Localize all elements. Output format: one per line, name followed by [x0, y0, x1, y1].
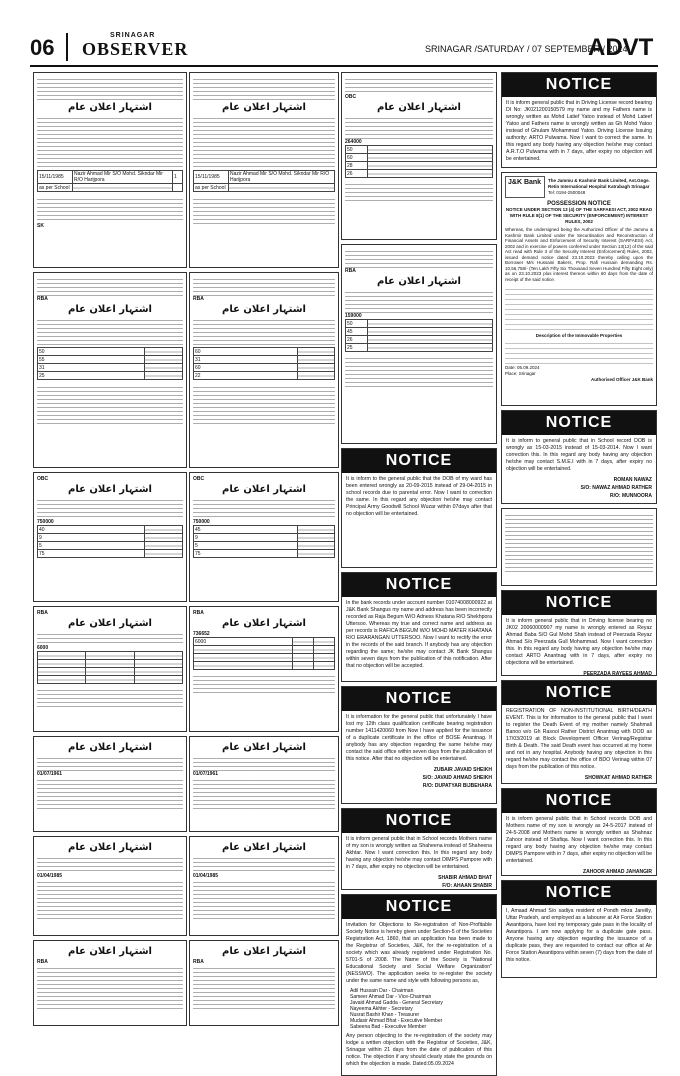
notice-box	[501, 590, 657, 676]
tag: OBC	[37, 476, 49, 482]
urdu-ad	[33, 940, 187, 1026]
property-heading: Description of the Immovable Properties	[535, 333, 623, 338]
table-cell: as per School	[38, 184, 73, 192]
bank-notice-title: POSSESSION NOTICE	[547, 201, 611, 207]
urdu-ad	[33, 606, 187, 732]
notice-body: Invitation for Objections to Re-registration of Non-Profitable Society Notice is hereby given under Section-5 of the Societies Registration Act, 1860, that an application has been made to the Registrar of Societies, J&K, for the re-registration of a society which was already registered under Registration No. 5701-S of 2008. The Name of the Society is "National Educational Society and Social Welfare Organization" (NESSWO). The application seeks to re-register the society under the same name and style with following persons as,	[346, 922, 492, 984]
notice-signature	[502, 166, 656, 168]
urdu-ad	[189, 606, 339, 732]
masthead-logo: OBSERVER	[82, 39, 189, 59]
amount: 6000	[37, 645, 49, 651]
notice-signature: ZUBAIR JAVAID SHEIKH	[433, 767, 492, 773]
urdu-ad	[33, 72, 187, 268]
urdu-heading: اشتہار اعلان عام	[377, 102, 461, 113]
table-cell: 55	[38, 356, 145, 364]
tag: OBC	[345, 94, 357, 100]
urdu-heading: اشتہار اعلان عام	[68, 742, 152, 753]
urdu-ad	[189, 72, 339, 268]
detail-table	[37, 651, 183, 684]
notice-signature	[502, 782, 656, 784]
urdu-heading: اشتہار اعلان عام	[68, 618, 152, 629]
member-list: Adil Hussain Dar - Chairman Sameer Ahmad Dar - Vice-Chairman Javaid Ahmad Gadda - General Secretary Nayeema Akhter - Secretary Nusrat Bashir Khan - Treasurer Mudasir Ahmad Bhat - Executive Member Sabeena Bad - Executive Member	[350, 988, 443, 1030]
tag: RBA	[193, 610, 204, 616]
urdu-heading: اشتہار اعلان عام	[377, 276, 461, 287]
notice-title: NOTICE	[342, 809, 496, 833]
notice-body: Any person objecting to the re-registration of the society may lodge a written objection with the Registrar of Societies, J&K, Srinagar within 21 days from the date of publication of this notice. The objection if any should clearly state the grounds on which the objection is made. Dated:05.09.2024	[346, 1033, 492, 1067]
notice-body: It is inform general public that in Driving license bearing no JK02 20060000907 my name is wrongly entered as Reyaz Ahmad Baba S/O Gul Mohd Shah instead of Peerzada Reyaz Ahmad S/o Peerzada Gull Mohammad. Now I want correction this. In this regard any body having any objection he/she may contact ARTO Anantnag with in 7 days, after expiry no objections will be entertained.	[506, 618, 652, 666]
table-cell: 31	[38, 364, 145, 372]
urdu-ad	[33, 736, 187, 832]
notice-date: Date: 05.09.2024	[505, 365, 540, 370]
urdu-text-block	[37, 76, 183, 100]
detail-table: 60 31 60 22	[193, 347, 335, 380]
tag: OBC	[193, 476, 205, 482]
table-cell: 15/11/1985	[38, 171, 73, 184]
notice-title: NOTICE	[502, 411, 656, 435]
urdu-ad	[341, 244, 497, 444]
bank-logo: J&K Bank	[505, 176, 545, 198]
detail-table: 15/11/1985 Nazir Ahmad Mir S/O Mohd. Sikndar Mir R/O Harijpora as per School	[193, 170, 335, 192]
urdu-text-block	[37, 196, 183, 220]
urdu-heading: اشتہار اعلان عام	[222, 946, 306, 957]
urdu-heading: اشتہار اعلان عام	[68, 842, 152, 853]
date: 01/04/1985	[193, 873, 219, 879]
column-4	[500, 70, 658, 1044]
urdu-heading: اشتہار اعلان عام	[222, 618, 306, 629]
notice-place: Place: Srinagar	[505, 371, 536, 376]
table-cell: 50	[38, 348, 145, 356]
urdu-heading: اشتہار اعلان عام	[222, 304, 306, 315]
detail-table: 50 45 26 25	[345, 319, 493, 352]
notice-signature: SHOWKAT AHMAD RATHER	[584, 775, 652, 781]
notice-body: In the bank records under account number 01074008000922 at J&K Bank Shangus my name and address has been incorrectly recorded as Raja Begum W/O Adness Khatana R/O Shekhpora Uttersoo. Whereas my true and correct name and address as per records is RAFICA BEGUM W/O MOHD MATER KHATANA R/O ERARANGAN UTTERSOO. Now I want to rectify the error in the records of the said branch. If anybody has any objection regarding the same; he/she may contact JK Bank Shangus within seven days from the publication of this notification. After that no objection will be accepted.	[346, 600, 492, 669]
notice-signature: S/O: NAWAZ AHMAD RATHER	[580, 485, 652, 491]
notice-title: NOTICE	[342, 687, 496, 711]
table-cell: Nazir Ahmad Mir S/O Mohd. Sikndar Mir R/O Harijpora	[73, 171, 173, 184]
column-2	[188, 70, 340, 1044]
tag: SK	[37, 223, 44, 229]
tag: RBA	[193, 959, 204, 965]
urdu-heading: اشتہار اعلان عام	[68, 946, 152, 957]
bank-notice-subtitle: NOTICE UNDER SECTION 13 (4) OF THE SARFAESI ACT, 2002 READ WITH RULE 8(1) OF THE SECURITY (ENFORCEMENT) INTEREST RULES, 2002	[505, 207, 653, 224]
urdu-ad	[189, 272, 339, 468]
bank-notice	[501, 172, 657, 406]
urdu-ad	[189, 940, 339, 1026]
detail-table: 45 9 5 75	[193, 525, 335, 558]
date: 01/07/1961	[37, 771, 63, 777]
notice-signature: ZAHOOR AHMAD JAHANGIR	[583, 869, 652, 875]
detail-table: 6000	[193, 637, 335, 670]
notice-box	[501, 410, 657, 504]
page-number: 06	[30, 35, 55, 60]
urdu-heading: اشتہار اعلان عام	[222, 742, 306, 753]
notice-box	[341, 894, 497, 1076]
column-3	[340, 70, 498, 1067]
urdu-ad	[501, 508, 657, 586]
detail-table: 15/11/1985 Nazir Ahmad Mir S/O Mohd. Sikndar Mir R/O Harijpora 1 as per School	[37, 170, 183, 192]
header-divider	[66, 33, 68, 61]
urdu-heading: اشتہار اعلان عام	[222, 842, 306, 853]
notice-box	[501, 788, 657, 876]
date: 01/04/1985	[37, 873, 63, 879]
urdu-text-block	[37, 115, 183, 167]
notice-signature: ROMAN NAWAZ	[613, 477, 652, 483]
tag: RBA	[193, 296, 204, 302]
notice-title: NOTICE	[502, 681, 656, 705]
tag: RBA	[37, 959, 48, 965]
urdu-heading: اشتہار اعلان عام	[222, 484, 306, 495]
column-1	[32, 70, 188, 1044]
detail-table: 50 60 28 26	[345, 145, 493, 178]
tag: RBA	[345, 268, 356, 274]
urdu-ad	[189, 736, 339, 832]
amount: 736652	[193, 631, 210, 637]
tag: RBA	[37, 610, 48, 616]
notice-box	[501, 880, 657, 978]
urdu-heading: اشتہار اعلان عام	[222, 102, 306, 113]
notice-title: NOTICE	[342, 895, 496, 919]
detail-table: 40 9 5 75	[37, 525, 183, 558]
notice-signature: PEERZADA RAYEES AHMAD	[583, 671, 652, 676]
urdu-ad	[189, 836, 339, 936]
date: 01/07/1961	[193, 771, 219, 777]
notice-body: REGISTRATION OF NON-INSTITUTIONAL BIRTH/DEATH EVENT. This is for information to the general public that I want to register the Death Event of my mother namely Shahmali Banoo w/o Gh Rasool Rather District Anantnag with DOD as 17/03/2019 at Block Development Officer Verinag/Registrar Birth & Death. The said Death event has occurred at my home and not in any hospital. Anybody having any objection in this regard he/she may contact the office of BDO Verinag within 07 days from the publication of this notice.	[506, 708, 652, 770]
notice-signature: R/O: MUNNOORA	[610, 493, 652, 499]
table-cell: 25	[38, 372, 145, 380]
header-rule	[30, 65, 658, 67]
notice-body: I, Amaad Ahmad S/o sadiya resident of Pondh mkra Jareilly, Uttar Pradesh, and employed as a labourer at Air Force Station Awantipora, have lost my temporary gate pass in the locality of Awantipora. I am now applying for a duplicate gate pass. Anyone having any objection regarding the issuance of a duplicate pass, they are requested to contact our office at Air Force Station Awantipora within seven (7) days from the date of this notice.	[506, 908, 652, 963]
amount: 750000	[193, 519, 210, 525]
urdu-heading: اشتہار اعلان عام	[68, 304, 152, 315]
notice-body: It is inform general public that in School records DOB and Mothers name of my son is wrongly as 24-5-2017 instead of 24-5-2008 and Mothers name is wrongly written as Shahnaz Zahoor instead of Shafiqa. Now I want correction this. In this regard any body having any objection he/she may contact DIMPS Pampore with in 7 days, after expiry no objection will be entertained.	[506, 816, 652, 864]
notice-title: NOTICE	[502, 591, 656, 615]
amount: 159000	[345, 313, 362, 319]
notice-title: NOTICE	[502, 881, 656, 905]
tag: RBA	[37, 296, 48, 302]
urdu-ad	[33, 836, 187, 936]
masthead-subtitle: SRINAGAR	[110, 32, 156, 39]
notice-box	[341, 572, 497, 682]
notice-signature: S/O: JAVAID AHMAD SHEIKH	[422, 775, 492, 781]
urdu-ad	[33, 272, 187, 468]
dateline: SRINAGAR /SATURDAY / 07 SEPTEMBER / 2024	[425, 44, 628, 54]
detail-table	[37, 347, 183, 380]
notice-box	[341, 808, 497, 890]
notice-title: NOTICE	[502, 73, 656, 97]
notice-body: It is inform general public that in School records Mothers name of my son is wrongly written as Shaheena instead of Shaheena Akhtar. Now I want correction this. In this regard any body having any objection he/she may contact DIMPS Pampore with in 7 days, after expiry no objection will be entertained.	[346, 836, 492, 870]
notice-box	[341, 686, 497, 804]
urdu-heading: اشتہار اعلان عام	[68, 102, 152, 113]
notice-body: It is inform to general public that in School record DOB is wrongly as 15-03-2015 instead of 15-03-2014. Now I want correction this. In this regard any body having any objection he/she may contact S.M.E.I with in 7 days, after expiry no objection will be entertained.	[506, 438, 652, 472]
notice-body: It is information for the general public that unfortunately I have lost my 12th class qualification certificate bearing registration number 1411420060 from Now I have applied for the issuance of a duplicate certificate in the office of BOSE Anantnag. If anybody has any objection regarding the same he/she may contact the said office within seven days from the publication of this notice. After that no objection will be entertained.	[346, 714, 492, 762]
notice-box	[341, 448, 497, 568]
notice-signature: R/O: DUPATYAR BIJBEHARA	[422, 783, 492, 789]
section-label: ADVT	[588, 34, 654, 61]
notice-signature: SHABIR AHMAD BHAT	[438, 875, 492, 881]
notice-body: It is inform general public that in Driving License record bearing DI No: JK021200150579 my name and my Fathers name is wrongly written as Mohd Latief Yatoo instead of Mohd Lateef Yatoo and Fathers name is wrongly written as Gh Mohd Yatoo instead of Ghulam Mohammad Yatoo. Driving License Issuing authority: ARTO Pulwama. Now I want to correct the same. In this regard any body having any objection he/she may contact A.R.T.O Pulwama with in 7 days, after expiry no objection will be entertained.	[506, 100, 652, 162]
notice-box	[501, 680, 657, 784]
notice-signature: F/O: AHAAN SHABIR	[442, 883, 492, 889]
notice-signature: Authorised Officer J&K Bank	[590, 377, 653, 382]
page-header	[0, 0, 680, 62]
urdu-ad	[189, 472, 339, 602]
amount: 264000	[345, 139, 362, 145]
bank-notice-body: Whereas, the undersigned being the Authorized Officer of the Jammu & Kashmir Bank Limited under the Securitisation and Reconstruction of Financial Assets and Enforcement of Security Interest (SARFAESI) Act, 2002 and in exercise of powers conferred under Section 13(12) of the said Act read with Rule 3 of the Security Interest (Enforcement) Rules, 2002, issued demand notice dated 23.10.2023 thereby calling upon the Borrower M/s Hussaini Bakers, Prop. Rafi Hussain demanding Rs. 10,56,758/- (Ten Lakh Fifty Six Thousand Seven Hundred Fifty Eight only) as on 23.10.2023 plus interest thereon within 60 days from the date of receipt of the said notice.	[505, 227, 653, 282]
urdu-ad	[341, 72, 497, 240]
notice-title: NOTICE	[342, 449, 496, 473]
notice-title: NOTICE	[342, 573, 496, 597]
amount: 750000	[37, 519, 54, 525]
notice-body: It is inform to the general public that the DOB of my ward has been entered wrongly as 20-09-2015 instead of 29-04-2015 in school records due to parental error. Now I want to correction the same. In this regard any objection he/she may contact Principal Army Goodwill School Wuzar within 07days after that no objection will be entertained.	[346, 476, 492, 517]
urdu-heading: اشتہار اعلان عام	[68, 484, 152, 495]
notice-box	[501, 72, 657, 168]
notice-title: NOTICE	[502, 789, 656, 813]
bank-address: The Jammu & Kashmir Bank Limited, Ast.Gnge. Retin International Hospital Katrabagh Srinagar Tel: 0194-2500048	[548, 178, 650, 195]
urdu-ad	[33, 472, 187, 602]
